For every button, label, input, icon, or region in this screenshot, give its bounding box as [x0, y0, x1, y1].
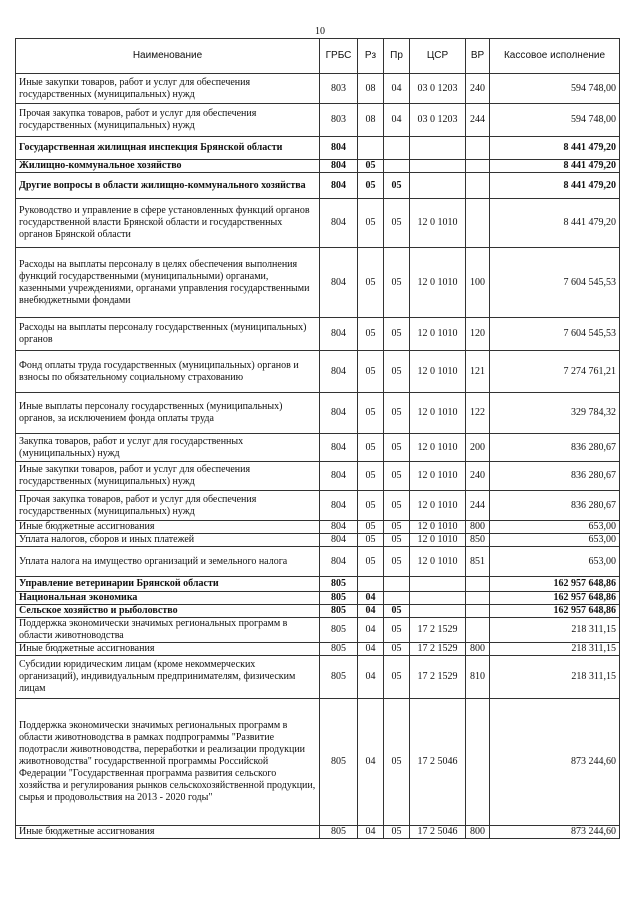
cell-amount: 836 280,67 [490, 462, 620, 491]
cell-grbs: 805 [320, 699, 358, 826]
cell-grbs: 805 [320, 643, 358, 656]
cell-grbs: 804 [320, 351, 358, 393]
cell-rz: 05 [358, 318, 384, 351]
cell-amount: 7 604 545,53 [490, 248, 620, 318]
cell-csr: 12 0 1010 [410, 318, 466, 351]
cell-name: Иные закупки товаров, работ и услуг для обеспечения государственных (муниципальных) нужд [16, 462, 320, 491]
cell-vr: 850 [466, 534, 490, 547]
cell-vr: 244 [466, 491, 490, 521]
cell-csr: 12 0 1010 [410, 534, 466, 547]
cell-csr: 03 0 1203 [410, 74, 466, 104]
cell-pr: 05 [384, 393, 410, 434]
cell-pr: 05 [384, 605, 410, 618]
cell-amount: 594 748,00 [490, 74, 620, 104]
cell-rz: 05 [358, 199, 384, 248]
cell-pr: 05 [384, 521, 410, 534]
cell-name: Субсидии юридическим лицам (кроме некоммерческих организаций), индивидуальным предпринимателям, физическим лицам [16, 656, 320, 699]
cell-vr: 851 [466, 547, 490, 577]
cell-csr: 12 0 1010 [410, 351, 466, 393]
cell-amount: 836 280,67 [490, 434, 620, 462]
cell-vr [466, 605, 490, 618]
cell-vr [466, 199, 490, 248]
table-row [16, 104, 620, 137]
cell-amount: 836 280,67 [490, 491, 620, 521]
cell-rz: 08 [358, 74, 384, 104]
cell-pr [384, 160, 410, 173]
cell-grbs: 803 [320, 104, 358, 137]
cell-grbs: 804 [320, 173, 358, 199]
cell-amount: 7 604 545,53 [490, 318, 620, 351]
cell-rz: 05 [358, 393, 384, 434]
cell-csr: 03 0 1203 [410, 104, 466, 137]
header-pr: Пр [384, 39, 410, 74]
cell-grbs: 805 [320, 656, 358, 699]
header-csr: ЦСР [410, 39, 466, 74]
cell-csr [410, 577, 466, 592]
cell-csr: 12 0 1010 [410, 434, 466, 462]
cell-rz [358, 137, 384, 160]
cell-amount: 8 441 479,20 [490, 173, 620, 199]
cell-csr [410, 173, 466, 199]
cell-name: Национальная экономика [16, 592, 320, 605]
table-row [16, 160, 620, 173]
cell-csr: 17 2 5046 [410, 826, 466, 839]
cell-name: Уплата налогов, сборов и иных платежей [16, 534, 320, 547]
cell-amount: 653,00 [490, 521, 620, 534]
cell-vr [466, 699, 490, 826]
cell-pr: 05 [384, 318, 410, 351]
cell-rz: 05 [358, 351, 384, 393]
cell-pr: 05 [384, 351, 410, 393]
cell-csr [410, 605, 466, 618]
cell-csr: 12 0 1010 [410, 393, 466, 434]
cell-name: Иные выплаты персоналу государственных (муниципальных) органов, за исключением фонда оплаты труда [16, 393, 320, 434]
table-row [16, 351, 620, 393]
table-row [16, 74, 620, 104]
cell-vr: 800 [466, 643, 490, 656]
cell-csr: 12 0 1010 [410, 491, 466, 521]
cell-rz: 05 [358, 248, 384, 318]
table-row [16, 248, 620, 318]
cell-csr [410, 137, 466, 160]
header-vr: ВР [466, 39, 490, 74]
cell-name: Прочая закупка товаров, работ и услуг для обеспечения государственных (муниципальных) нужд [16, 104, 320, 137]
table-row [16, 491, 620, 521]
table-row [16, 199, 620, 248]
table-row [16, 173, 620, 199]
cell-pr: 05 [384, 434, 410, 462]
cell-rz: 05 [358, 434, 384, 462]
cell-csr: 12 0 1010 [410, 199, 466, 248]
cell-rz: 05 [358, 173, 384, 199]
table-row [16, 643, 620, 656]
cell-name: Расходы на выплаты персоналу в целях обеспечения выполнения функций государственными (муниципальными) органами, казенными учреждениями, органами управления государственными внебюджетными фондами [16, 248, 320, 318]
table-row [16, 547, 620, 577]
table-row [16, 137, 620, 160]
table-row [16, 618, 620, 643]
cell-pr: 05 [384, 173, 410, 199]
cell-rz: 04 [358, 826, 384, 839]
cell-vr [466, 577, 490, 592]
cell-pr: 05 [384, 643, 410, 656]
cell-pr: 05 [384, 248, 410, 318]
cell-vr: 800 [466, 521, 490, 534]
cell-rz: 05 [358, 160, 384, 173]
cell-pr: 05 [384, 491, 410, 521]
cell-rz: 05 [358, 534, 384, 547]
cell-name: Прочая закупка товаров, работ и услуг для обеспечения государственных (муниципальных) нужд [16, 491, 320, 521]
cell-csr: 17 2 1529 [410, 618, 466, 643]
cell-rz: 04 [358, 699, 384, 826]
cell-vr: 200 [466, 434, 490, 462]
cell-pr: 05 [384, 656, 410, 699]
table-row [16, 592, 620, 605]
cell-pr: 05 [384, 547, 410, 577]
cell-vr: 240 [466, 462, 490, 491]
cell-amount: 162 957 648,86 [490, 592, 620, 605]
cell-vr: 100 [466, 248, 490, 318]
cell-vr: 120 [466, 318, 490, 351]
cell-amount: 7 274 761,21 [490, 351, 620, 393]
cell-vr: 244 [466, 104, 490, 137]
cell-pr: 05 [384, 618, 410, 643]
cell-name: Уплата налога на имущество организаций и земельного налога [16, 547, 320, 577]
table-row [16, 521, 620, 534]
cell-rz: 04 [358, 643, 384, 656]
cell-grbs: 804 [320, 521, 358, 534]
cell-grbs: 804 [320, 393, 358, 434]
cell-pr: 04 [384, 74, 410, 104]
cell-csr: 12 0 1010 [410, 521, 466, 534]
cell-amount: 218 311,15 [490, 618, 620, 643]
cell-amount: 873 244,60 [490, 826, 620, 839]
cell-vr: 800 [466, 826, 490, 839]
cell-name: Государственная жилищная инспекция Брянской области [16, 137, 320, 160]
header-name: Наименование [16, 39, 320, 74]
cell-rz: 05 [358, 547, 384, 577]
cell-amount: 162 957 648,86 [490, 605, 620, 618]
table-row [16, 434, 620, 462]
cell-name: Расходы на выплаты персоналу государственных (муниципальных) органов [16, 318, 320, 351]
cell-vr [466, 137, 490, 160]
cell-grbs: 804 [320, 534, 358, 547]
cell-rz: 04 [358, 656, 384, 699]
cell-grbs: 805 [320, 592, 358, 605]
cell-rz: 08 [358, 104, 384, 137]
cell-name: Иные бюджетные ассигнования [16, 521, 320, 534]
table-row [16, 699, 620, 826]
cell-csr: 12 0 1010 [410, 248, 466, 318]
cell-rz: 04 [358, 618, 384, 643]
table-row [16, 656, 620, 699]
table-row [16, 393, 620, 434]
cell-csr: 12 0 1010 [410, 462, 466, 491]
cell-grbs: 804 [320, 491, 358, 521]
cell-grbs: 804 [320, 160, 358, 173]
cell-grbs: 804 [320, 547, 358, 577]
cell-vr [466, 618, 490, 643]
cell-grbs: 804 [320, 199, 358, 248]
cell-grbs: 804 [320, 137, 358, 160]
cell-amount: 8 441 479,20 [490, 137, 620, 160]
cell-amount: 653,00 [490, 547, 620, 577]
cell-rz: 04 [358, 605, 384, 618]
cell-grbs: 804 [320, 462, 358, 491]
cell-csr: 17 2 1529 [410, 656, 466, 699]
cell-pr: 05 [384, 534, 410, 547]
cell-pr: 05 [384, 462, 410, 491]
cell-pr [384, 577, 410, 592]
cell-grbs: 805 [320, 618, 358, 643]
cell-amount: 162 957 648,86 [490, 577, 620, 592]
cell-amount: 218 311,15 [490, 656, 620, 699]
cell-csr: 17 2 1529 [410, 643, 466, 656]
cell-vr: 122 [466, 393, 490, 434]
cell-name: Иные закупки товаров, работ и услуг для обеспечения государственных (муниципальных) нужд [16, 74, 320, 104]
cell-pr: 05 [384, 699, 410, 826]
cell-rz: 05 [358, 521, 384, 534]
cell-csr [410, 160, 466, 173]
cell-pr [384, 137, 410, 160]
cell-amount: 8 441 479,20 [490, 160, 620, 173]
page-number: 10 [315, 26, 325, 37]
cell-name: Иные бюджетные ассигнования [16, 643, 320, 656]
cell-name: Другие вопросы в области жилищно-коммунального хозяйства [16, 173, 320, 199]
cell-vr: 810 [466, 656, 490, 699]
cell-pr: 04 [384, 104, 410, 137]
cell-name: Иные бюджетные ассигнования [16, 826, 320, 839]
cell-amount: 8 441 479,20 [490, 199, 620, 248]
cell-rz [358, 577, 384, 592]
cell-grbs: 805 [320, 826, 358, 839]
table-row [16, 534, 620, 547]
cell-rz: 05 [358, 491, 384, 521]
table-header-row [16, 39, 620, 74]
cell-grbs: 805 [320, 605, 358, 618]
cell-name: Управление ветеринарии Брянской области [16, 577, 320, 592]
cell-csr: 17 2 5046 [410, 699, 466, 826]
cell-amount: 594 748,00 [490, 104, 620, 137]
cell-name: Руководство и управление в сфере установленных функций органов государственной власти Брянской области и государственных органов Брянской области [16, 199, 320, 248]
table-row [16, 577, 620, 592]
header-rz: Рз [358, 39, 384, 74]
cell-rz: 04 [358, 592, 384, 605]
header-amount: Кассовое исполнение [490, 39, 620, 74]
cell-name: Жилищно-коммунальное хозяйство [16, 160, 320, 173]
table-row [16, 826, 620, 839]
cell-csr: 12 0 1010 [410, 547, 466, 577]
cell-amount: 329 784,32 [490, 393, 620, 434]
cell-name: Поддержка экономически значимых региональных программ в области животноводства в рамках подпрограммы "Развитие подотрасли животноводства, переработки и реализации продукции животноводства" государственной программы Российской Федерации "Государственная программа развития сельского хозяйства и регулирования рынков сельскохозяйственной продукции, сырья и продовольствия на 2013 - 2020 годы" [16, 699, 320, 826]
cell-vr [466, 160, 490, 173]
cell-name: Поддержка экономически значимых региональных программ в области животноводства [16, 618, 320, 643]
cell-amount: 218 311,15 [490, 643, 620, 656]
budget-table [15, 38, 620, 839]
cell-amount: 653,00 [490, 534, 620, 547]
cell-grbs: 804 [320, 434, 358, 462]
cell-pr: 05 [384, 199, 410, 248]
cell-vr: 121 [466, 351, 490, 393]
cell-pr: 05 [384, 826, 410, 839]
table-body [16, 74, 620, 839]
table-row [16, 318, 620, 351]
cell-vr [466, 592, 490, 605]
table-row [16, 605, 620, 618]
cell-csr [410, 592, 466, 605]
cell-name: Фонд оплаты труда государственных (муниципальных) органов и взносы по обязательному социальному страхованию [16, 351, 320, 393]
cell-amount: 873 244,60 [490, 699, 620, 826]
cell-grbs: 804 [320, 248, 358, 318]
cell-grbs: 803 [320, 74, 358, 104]
cell-vr [466, 173, 490, 199]
cell-grbs: 804 [320, 318, 358, 351]
cell-grbs: 805 [320, 577, 358, 592]
cell-name: Сельское хозяйство и рыболовство [16, 605, 320, 618]
table-row [16, 462, 620, 491]
cell-rz: 05 [358, 462, 384, 491]
cell-vr: 240 [466, 74, 490, 104]
header-grbs: ГРБС [320, 39, 358, 74]
cell-pr [384, 592, 410, 605]
cell-name: Закупка товаров, работ и услуг для государственных (муниципальных) нужд [16, 434, 320, 462]
